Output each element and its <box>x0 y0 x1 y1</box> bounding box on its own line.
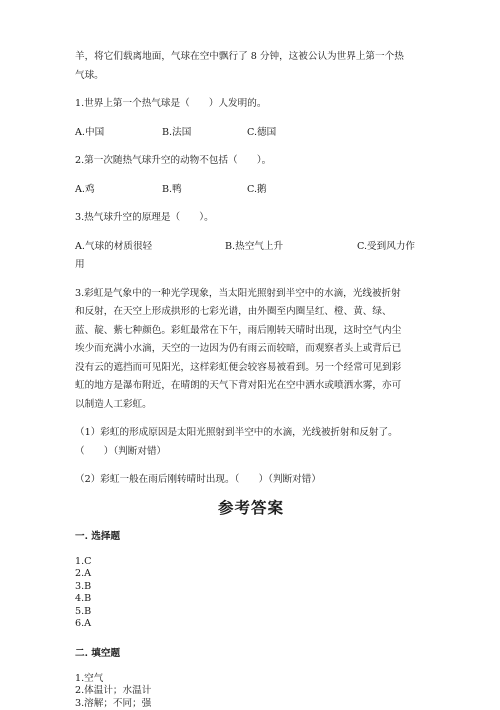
answer-item: 5.B <box>75 606 427 619</box>
choice-answers <box>75 556 427 631</box>
option-c: C.德国 <box>247 124 276 143</box>
rainbow-line: 虹的地方是瀑布附近，在晴朗的天气下背对阳光在空中洒水或喷洒水雾，亦可 <box>75 377 427 396</box>
answer-item: 6.A <box>75 618 427 631</box>
option-b: B.热空气上升 <box>225 238 357 257</box>
answer-key-title: 参考答案 <box>75 496 427 518</box>
rainbow-passage <box>75 285 427 415</box>
worksheet-page <box>75 48 427 710</box>
judgment-1-line-1: （1）彩虹的形成原因是太阳光照射到半空中的水滴，光线被折射和反射了。 <box>75 424 427 443</box>
fill-answers <box>75 673 427 710</box>
rainbow-line: 和反射，在天空上形成拱形的七彩光谱，由外圈至内圈呈红、橙、黄、绿、 <box>75 303 427 322</box>
rainbow-line: 以制造人工彩虹。 <box>75 396 427 415</box>
answer-item: 1.空气 <box>75 673 427 686</box>
question-3: 3.热气球升空的原理是（ ）。 <box>75 209 427 228</box>
option-a: A.鸡 <box>75 181 162 200</box>
intro-line-2: 气球。 <box>75 67 427 86</box>
answer-item: 3.溶解；不同；强 <box>75 698 427 710</box>
option-c-wrap: 用 <box>75 256 427 275</box>
option-b: B.法国 <box>162 124 247 143</box>
option-a: A.中国 <box>75 124 162 143</box>
rainbow-line: 3.彩虹是气象中的一种光学现象，当太阳光照射到半空中的水滴，光线被折射 <box>75 285 427 304</box>
answer-item: 1.C <box>75 556 427 569</box>
question-2: 2.第一次随热气球升空的动物不包括（ ）。 <box>75 152 427 171</box>
rainbow-line: 蓝、靛、紫七种颜色。彩虹最常在下午，雨后刚转天晴时出现，这时空气内尘 <box>75 322 427 341</box>
question-3-options <box>75 238 427 257</box>
question-1: 1.世界上第一个热气球是（ ）人发明的。 <box>75 95 427 114</box>
judgment-1-line-2: （ ）（判断对错） <box>75 443 427 462</box>
section-fill-title: 二. 填空题 <box>75 645 427 663</box>
option-a: A.气球的材质很轻 <box>75 238 225 257</box>
question-2-options <box>75 181 427 200</box>
section-choice-title: 一. 选择题 <box>75 528 427 546</box>
rainbow-line: 埃少而充满小水滴，天空的一边因为仍有雨云而较暗，而观察者头上或背后已 <box>75 340 427 359</box>
option-c: C.鹅 <box>247 181 267 200</box>
question-1-options <box>75 124 427 143</box>
option-b: B.鸭 <box>162 181 247 200</box>
option-c: C.受到风力作 <box>357 238 427 257</box>
intro-line-1: 羊，将它们载离地面，气球在空中飘行了 8 分钟，这被公认为世界上第一个热 <box>75 48 427 67</box>
answer-item: 4.B <box>75 593 427 606</box>
answer-item: 3.B <box>75 581 427 594</box>
answer-item: 2.A <box>75 568 427 581</box>
judgment-2: （2）彩虹一般在雨后刚转晴时出现。（ ）（判断对错） <box>75 471 427 490</box>
answer-item: 2.体温计；水温计 <box>75 685 427 698</box>
rainbow-line: 没有云的遮挡而可见阳光，这样彩虹便会较容易被看到。另一个经常可见到彩 <box>75 359 427 378</box>
